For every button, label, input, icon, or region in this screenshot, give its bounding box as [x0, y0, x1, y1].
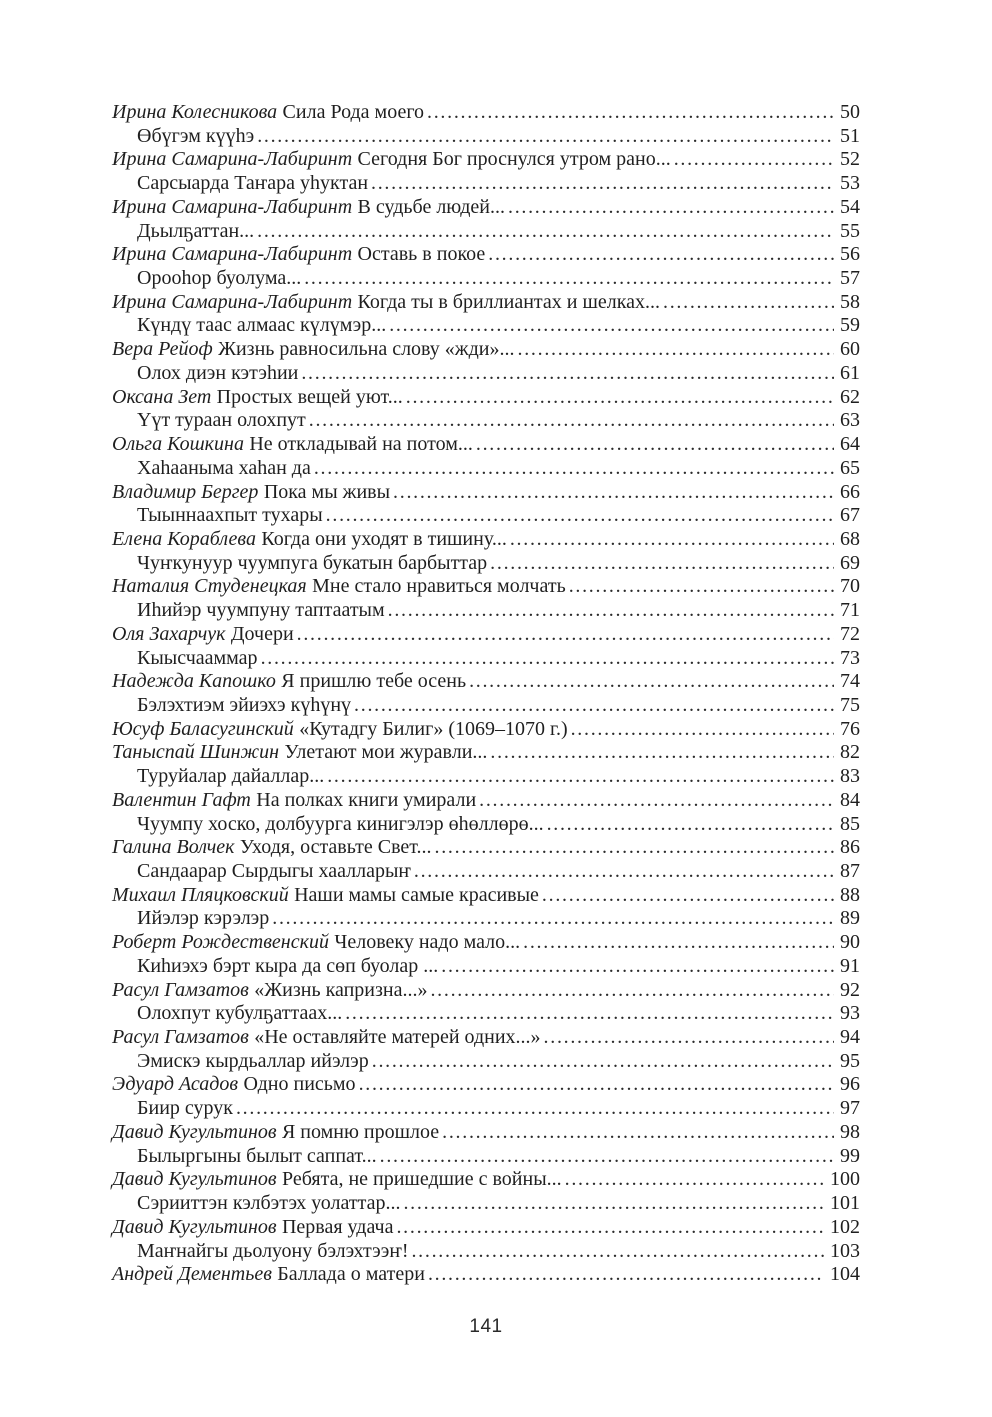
toc-page-ref: 55 — [840, 219, 860, 242]
dot-leader — [542, 884, 834, 908]
toc-entry — [112, 314, 860, 338]
toc-title: «Жизнь капризна...» — [254, 978, 428, 1001]
toc-entry — [112, 884, 860, 908]
toc-entry — [112, 220, 860, 244]
toc-page-ref: 63 — [840, 409, 860, 432]
toc-author-name: Оксана Зет — [112, 385, 212, 408]
toc-page-ref: 92 — [840, 978, 860, 1001]
toc-title: Биир сурук — [137, 1097, 233, 1120]
dot-leader — [476, 433, 834, 457]
dot-leader — [674, 148, 834, 172]
toc-page-ref: 87 — [840, 860, 860, 882]
toc-entry — [112, 623, 860, 647]
toc-page-ref: 62 — [840, 385, 860, 408]
toc-page-ref: 61 — [840, 361, 860, 384]
toc-entry — [112, 955, 860, 979]
page-footer — [112, 1316, 860, 1338]
toc-title: Олохпут кубулҕаттаах... — [137, 1002, 343, 1025]
toc-page-ref: 88 — [840, 883, 860, 906]
toc-page-ref: 103 — [830, 1239, 860, 1262]
toc-entry — [112, 1002, 860, 1026]
toc-title: Күндү таас алмаас күлүмэр... — [137, 314, 387, 337]
dot-leader — [488, 243, 834, 267]
toc-page-ref: 96 — [840, 1073, 860, 1096]
toc-page-ref: 102 — [830, 1215, 860, 1238]
dot-leader — [326, 504, 834, 528]
toc-author-name: Елена Кораблева — [112, 527, 256, 550]
toc-entry — [112, 504, 860, 528]
dot-leader — [510, 528, 834, 552]
toc-author-name: Вера Рейоф — [112, 338, 213, 361]
toc-page-ref: 101 — [830, 1192, 860, 1215]
dot-leader — [297, 623, 834, 647]
toc-author-name: Наталия Студенецкая — [112, 575, 307, 598]
toc-page-ref: 95 — [840, 1049, 860, 1072]
toc-page-ref: 73 — [840, 646, 860, 669]
toc-page-ref: 51 — [840, 124, 860, 147]
dot-leader — [380, 1145, 834, 1169]
dot-leader — [257, 125, 834, 149]
toc-entry — [112, 789, 860, 813]
dot-leader — [430, 979, 834, 1003]
toc-author-name: Надежда Капошко — [112, 670, 276, 693]
toc-page-ref: 97 — [840, 1097, 860, 1120]
toc-page-ref: 104 — [830, 1263, 860, 1286]
toc-title: Наши мамы самые красивые — [294, 883, 539, 906]
toc-title: Сэрииттэн кэлбэтэх уолаттар... — [137, 1192, 401, 1215]
toc-page-ref: 91 — [840, 954, 860, 977]
toc-entry — [112, 338, 860, 362]
dot-leader — [414, 860, 834, 884]
toc-page-ref: 58 — [840, 290, 860, 313]
toc-page-ref: 82 — [840, 741, 860, 764]
dot-leader — [359, 1073, 834, 1097]
dot-leader — [406, 386, 834, 410]
toc-entry — [112, 599, 860, 623]
toc-title: Чуумпу хоско, долбуурга кинигэлэр өһөллөрө... — [137, 812, 544, 835]
toc-entry — [112, 243, 860, 267]
dot-leader — [663, 291, 834, 315]
dot-leader — [393, 481, 834, 505]
table-of-contents — [112, 101, 860, 1287]
toc-page-ref: 64 — [840, 433, 860, 456]
toc-title: Баллада о матери — [277, 1263, 425, 1286]
toc-entry — [112, 647, 860, 671]
toc-entry — [112, 552, 860, 576]
toc-page-ref: 53 — [840, 172, 860, 195]
dot-leader — [442, 1121, 834, 1145]
toc-title: Когда ты в бриллиантах и шелках... — [357, 290, 661, 313]
toc-entry — [112, 765, 860, 789]
toc-title: «Кутадгу Билиг» (1069–1070 г.) — [299, 717, 568, 740]
toc-title: Я помню прошлое — [281, 1120, 440, 1143]
toc-title: Когда они уходят в тишину... — [261, 527, 507, 550]
toc-page-ref: 75 — [840, 693, 860, 716]
toc-page-ref: 93 — [840, 1002, 860, 1025]
toc-entry — [112, 1121, 860, 1145]
toc-author-name: Расул Гамзатов — [112, 1026, 249, 1049]
toc-author-name: Роберт Рождественский — [112, 931, 329, 954]
toc-entry — [112, 718, 860, 742]
toc-title: Өбүгэм күүһэ — [137, 124, 255, 147]
toc-author-name: Ирина Самарина-Лабиринт — [112, 243, 353, 266]
toc-title: Дьылҕаттан... — [137, 219, 255, 242]
dot-leader — [490, 552, 834, 576]
toc-title: Одно письмо — [243, 1073, 356, 1096]
dot-leader — [435, 836, 834, 860]
toc-title: Дочери — [230, 622, 294, 645]
toc-author-name: Давид Кугультинов — [112, 1215, 277, 1238]
toc-entry — [112, 860, 860, 884]
toc-entry — [112, 1240, 860, 1264]
toc-author-name: Юсуф Баласугинский — [112, 717, 294, 740]
toc-title: Маҥнайгы дьолуону бэлэхтээҥ! — [137, 1239, 409, 1262]
dot-leader — [372, 1050, 834, 1074]
dot-leader — [428, 1263, 824, 1287]
dot-leader — [314, 457, 834, 481]
toc-author-name: Галина Волчек — [112, 836, 235, 859]
toc-author-name: Расул Гамзатов — [112, 978, 249, 1001]
toc-page-ref: 50 — [840, 101, 860, 123]
toc-page-ref: 98 — [840, 1120, 860, 1143]
dot-leader — [236, 1097, 834, 1121]
dot-leader — [389, 314, 834, 338]
toc-title: Хаһааныма хаһан да — [137, 456, 311, 479]
toc-entry — [112, 1263, 860, 1287]
dot-leader — [411, 1240, 824, 1264]
toc-title: Сегодня Бог проснулся утром рано... — [357, 148, 671, 171]
dot-leader — [427, 101, 834, 125]
toc-author-name: Ольга Кошкина — [112, 433, 244, 456]
toc-page-ref: 89 — [840, 907, 860, 930]
toc-entry — [112, 907, 860, 931]
toc-entry — [112, 813, 860, 837]
dot-leader — [479, 789, 834, 813]
toc-page-ref: 71 — [840, 599, 860, 622]
toc-title: Тыыннаахпыт тухары — [137, 504, 323, 527]
toc-title: Бэлэхтиэм эйиэхэ күһүнү — [137, 693, 352, 716]
toc-page-ref: 68 — [840, 527, 860, 550]
toc-entry — [112, 575, 860, 599]
toc-title: Оставь в покое — [357, 243, 486, 266]
dot-leader — [469, 670, 834, 694]
toc-title: Сандаарар Сырдыгы хаалларыҥ — [137, 860, 411, 882]
toc-title: Человеку надо мало... — [334, 931, 521, 954]
dot-leader — [571, 718, 834, 742]
toc-author-name: Таныспай Шинжин — [112, 741, 280, 764]
toc-title: Пока мы живы — [263, 480, 391, 503]
toc-author-name: Ирина Колесникова — [112, 101, 278, 123]
toc-entry — [112, 528, 860, 552]
toc-entry — [112, 931, 860, 955]
dot-leader — [309, 409, 834, 433]
dot-leader — [261, 647, 834, 671]
toc-entry — [112, 267, 860, 291]
toc-page-ref: 90 — [840, 931, 860, 954]
toc-entry — [112, 979, 860, 1003]
toc-page-ref: 99 — [840, 1144, 860, 1167]
toc-entry — [112, 1050, 860, 1074]
toc-page-ref: 60 — [840, 338, 860, 361]
toc-title: Уходя, оставьте Свет... — [239, 836, 432, 859]
toc-page-ref: 59 — [840, 314, 860, 337]
toc-author-name: Михаил Пляцковский — [112, 883, 289, 906]
toc-title: «Не оставляйте матерей одних...» — [254, 1026, 541, 1049]
dot-leader — [304, 267, 834, 291]
toc-title: Ийэлэр кэрэлэр — [137, 907, 270, 930]
toc-page-ref: 76 — [840, 717, 860, 740]
dot-leader — [396, 1216, 824, 1240]
toc-page-ref: 65 — [840, 456, 860, 479]
toc-page-ref: 66 — [840, 480, 860, 503]
dot-leader — [544, 1026, 834, 1050]
toc-entry — [112, 1026, 860, 1050]
dot-leader — [301, 362, 834, 386]
toc-title: Кыысчааммар — [137, 646, 258, 669]
toc-entry — [112, 1216, 860, 1240]
dot-leader — [327, 765, 834, 789]
toc-page-ref: 84 — [840, 788, 860, 811]
dot-leader — [523, 931, 834, 955]
toc-title: Үүт тураан олохпут — [137, 409, 306, 432]
toc-entry — [112, 291, 860, 315]
toc-page-ref: 52 — [840, 148, 860, 171]
toc-author-name: Владимир Бергер — [112, 480, 259, 503]
toc-title: Сарсыарда Таҥара уһуктан — [137, 172, 369, 195]
toc-title: Былыргыны былыт саппат... — [137, 1144, 377, 1167]
toc-title: В судьбе людей... — [357, 195, 505, 218]
dot-leader — [547, 813, 834, 837]
toc-title: Олох диэн кэтэһии — [137, 361, 299, 384]
toc-author-name: Давид Кугультинов — [112, 1120, 277, 1143]
dot-leader — [403, 1192, 824, 1216]
toc-page-ref: 74 — [840, 670, 860, 693]
toc-title: Мне стало нравиться молчать — [312, 575, 566, 598]
toc-entry — [112, 457, 860, 481]
toc-page-ref: 86 — [840, 836, 860, 859]
toc-author-name: Давид Кугультинов — [112, 1168, 277, 1191]
toc-entry — [112, 1192, 860, 1216]
dot-leader — [518, 338, 834, 362]
toc-page-ref: 57 — [840, 267, 860, 290]
toc-entry — [112, 409, 860, 433]
toc-entry — [112, 1168, 860, 1192]
dot-leader — [508, 196, 834, 220]
toc-author-name: Ирина Самарина-Лабиринт — [112, 290, 353, 313]
toc-entry — [112, 481, 860, 505]
toc-title: Ребята, не пришедшие с войны... — [281, 1168, 562, 1191]
toc-title: Улетают мои журавли... — [284, 741, 488, 764]
toc-entry — [112, 694, 860, 718]
toc-entry — [112, 1097, 860, 1121]
toc-page-ref: 85 — [840, 812, 860, 835]
toc-title: Жизнь равносильна слову «жди»... — [218, 338, 515, 361]
toc-title: На полках книги умирали — [256, 788, 477, 811]
toc-entry — [112, 148, 860, 172]
toc-entry — [112, 836, 860, 860]
toc-title: Простых вещей уют... — [216, 385, 403, 408]
toc-entry — [112, 101, 860, 125]
folio-page-number: 141 — [469, 1316, 503, 1337]
toc-title: Сила Рода моего — [282, 101, 425, 123]
toc-entry — [112, 125, 860, 149]
dot-leader — [388, 599, 834, 623]
dot-leader — [371, 172, 834, 196]
toc-author-name: Эдуард Асадов — [112, 1073, 239, 1096]
toc-title: Не откладывай на потом... — [249, 433, 473, 456]
toc-entry — [112, 433, 860, 457]
toc-entry — [112, 172, 860, 196]
toc-author-name: Ирина Самарина-Лабиринт — [112, 195, 353, 218]
toc-page-ref: 94 — [840, 1026, 860, 1049]
toc-entry — [112, 1145, 860, 1169]
toc-entry — [112, 670, 860, 694]
dot-leader — [565, 1168, 824, 1192]
dot-leader — [569, 575, 834, 599]
toc-title: Эмискэ кырдьаллар ийэлэр — [137, 1049, 369, 1072]
toc-entry — [112, 362, 860, 386]
toc-page-ref: 54 — [840, 195, 860, 218]
toc-title: Первая удача — [281, 1215, 394, 1238]
toc-title: Туруйалар дайаллар... — [137, 765, 325, 788]
toc-author-name: Андрей Дементьев — [112, 1263, 272, 1286]
toc-author-name: Ирина Самарина-Лабиринт — [112, 148, 353, 171]
toc-entry — [112, 386, 860, 410]
toc-title: Орооһор буолума... — [137, 267, 302, 290]
dot-leader — [257, 220, 834, 244]
toc-page-ref: 69 — [840, 551, 860, 574]
toc-page-ref: 67 — [840, 504, 860, 527]
toc-title: Я пришлю тебе осень — [281, 670, 467, 693]
toc-title: Киһиэхэ бэрт кыра да сөп буолар ... — [137, 954, 439, 977]
toc-page-ref: 70 — [840, 575, 860, 598]
dot-leader — [345, 1002, 834, 1026]
dot-leader — [272, 907, 834, 931]
toc-entry — [112, 1073, 860, 1097]
toc-entry — [112, 741, 860, 765]
toc-page-ref: 100 — [830, 1168, 860, 1191]
toc-page-ref: 72 — [840, 622, 860, 645]
toc-author-name: Валентин Гафт — [112, 788, 251, 811]
dot-leader — [441, 955, 834, 979]
toc-author-name: Оля Захарчук — [112, 622, 226, 645]
dot-leader — [354, 694, 834, 718]
toc-title: Чуҥкунуур чуумпуга букатын барбыттар — [137, 551, 488, 574]
toc-page-ref: 56 — [840, 243, 860, 266]
toc-page-ref: 83 — [840, 765, 860, 788]
toc-entry — [112, 196, 860, 220]
dot-leader — [490, 741, 834, 765]
toc-title: Иһийэр чуумпуну таптаатым — [137, 599, 385, 622]
